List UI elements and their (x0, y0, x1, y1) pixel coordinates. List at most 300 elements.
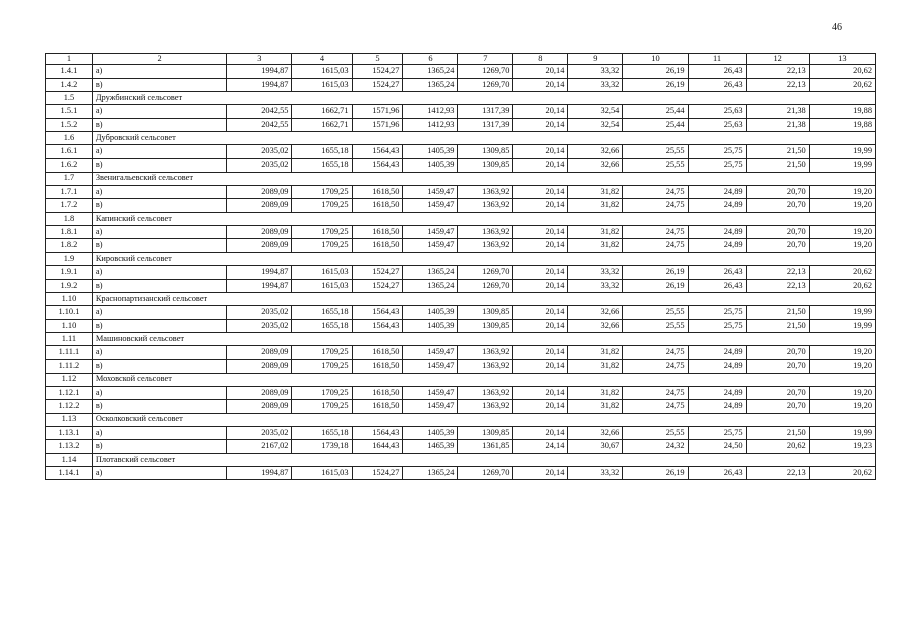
row-id-cell: 1.7.1 (46, 185, 93, 199)
value-cell: 1309,85 (458, 158, 513, 172)
value-cell: 22,13 (746, 279, 809, 293)
section-title-cell: Машиновский сельсовет (92, 333, 875, 346)
value-cell: 1709,25 (292, 346, 352, 360)
value-cell: 1618,50 (352, 386, 403, 400)
value-cell: 2089,09 (227, 199, 292, 213)
value-cell: 1459,47 (403, 199, 458, 213)
value-cell: 25,44 (623, 118, 688, 132)
section-row (46, 373, 876, 386)
value-cell: 1405,39 (403, 306, 458, 320)
table-row (46, 440, 876, 454)
row-subitem-cell: в) (92, 279, 226, 293)
value-cell: 25,75 (688, 426, 746, 440)
row-id-cell: 1.6.2 (46, 158, 93, 172)
section-title-cell: Краснопартизанский сельсовет (92, 293, 875, 306)
value-cell: 24,89 (688, 199, 746, 213)
value-cell: 1564,43 (352, 306, 403, 320)
column-header: 3 (227, 54, 292, 65)
table-row (46, 466, 876, 480)
value-cell: 31,82 (568, 239, 623, 253)
value-cell: 32,66 (568, 306, 623, 320)
value-cell: 19,20 (809, 185, 875, 199)
value-cell: 1618,50 (352, 239, 403, 253)
value-cell: 1309,85 (458, 145, 513, 159)
value-cell: 1269,70 (458, 279, 513, 293)
value-cell: 1459,47 (403, 400, 458, 414)
section-title-cell: Осколковский сельсовет (92, 413, 875, 426)
column-header: 10 (623, 54, 688, 65)
row-subitem-cell: в) (92, 199, 226, 213)
value-cell: 20,62 (809, 279, 875, 293)
row-id-cell: 1.10.1 (46, 306, 93, 320)
value-cell: 20,14 (513, 319, 568, 333)
value-cell: 20,14 (513, 199, 568, 213)
row-id-cell: 1.10 (46, 319, 93, 333)
row-subitem-cell: а) (92, 265, 226, 279)
table-row (46, 65, 876, 79)
value-cell: 31,82 (568, 185, 623, 199)
value-cell: 1618,50 (352, 346, 403, 360)
value-cell: 26,19 (623, 265, 688, 279)
row-subitem-cell: а) (92, 185, 226, 199)
value-cell: 25,75 (688, 145, 746, 159)
value-cell: 1709,25 (292, 386, 352, 400)
value-cell: 1618,50 (352, 199, 403, 213)
value-cell: 33,32 (568, 265, 623, 279)
value-cell: 21,50 (746, 306, 809, 320)
value-cell: 1994,87 (227, 78, 292, 92)
column-header: 5 (352, 54, 403, 65)
table-row (46, 386, 876, 400)
value-cell: 24,89 (688, 400, 746, 414)
value-cell: 1994,87 (227, 65, 292, 79)
table-row (46, 265, 876, 279)
value-cell: 1615,03 (292, 279, 352, 293)
value-cell: 25,75 (688, 306, 746, 320)
value-cell: 26,43 (688, 65, 746, 79)
section-title-cell: Кировский сельсовет (92, 252, 875, 265)
column-header: 8 (513, 54, 568, 65)
value-cell: 1524,27 (352, 265, 403, 279)
row-id-cell: 1.7 (46, 172, 93, 185)
value-cell: 1655,18 (292, 319, 352, 333)
value-cell: 1363,92 (458, 346, 513, 360)
row-subitem-cell: а) (92, 306, 226, 320)
value-cell: 2035,02 (227, 426, 292, 440)
value-cell: 1363,92 (458, 199, 513, 213)
value-cell: 20,14 (513, 158, 568, 172)
value-cell: 1615,03 (292, 78, 352, 92)
row-id-cell: 1.13.2 (46, 440, 93, 454)
value-cell: 32,66 (568, 319, 623, 333)
value-cell: 32,66 (568, 145, 623, 159)
value-cell: 31,82 (568, 386, 623, 400)
value-cell: 19,20 (809, 400, 875, 414)
value-cell: 20,14 (513, 65, 568, 79)
value-cell: 1615,03 (292, 265, 352, 279)
value-cell: 19,99 (809, 426, 875, 440)
row-subitem-cell: а) (92, 346, 226, 360)
section-row (46, 453, 876, 466)
value-cell: 21,50 (746, 319, 809, 333)
table-row (46, 359, 876, 373)
value-cell: 19,20 (809, 346, 875, 360)
value-cell: 1405,39 (403, 158, 458, 172)
value-cell: 25,55 (623, 426, 688, 440)
value-cell: 1459,47 (403, 239, 458, 253)
column-header: 4 (292, 54, 352, 65)
value-cell: 1459,47 (403, 359, 458, 373)
value-cell: 1615,03 (292, 65, 352, 79)
value-cell: 26,43 (688, 78, 746, 92)
value-cell: 20,14 (513, 359, 568, 373)
value-cell: 30,67 (568, 440, 623, 454)
value-cell: 25,75 (688, 319, 746, 333)
value-cell: 24,75 (623, 386, 688, 400)
value-cell: 1571,96 (352, 118, 403, 132)
value-cell: 20,70 (746, 225, 809, 239)
value-cell: 24,89 (688, 185, 746, 199)
value-cell: 21,38 (746, 118, 809, 132)
value-cell: 2089,09 (227, 359, 292, 373)
value-cell: 26,19 (623, 279, 688, 293)
value-cell: 24,75 (623, 359, 688, 373)
value-cell: 22,13 (746, 466, 809, 480)
value-cell: 20,70 (746, 185, 809, 199)
value-cell: 32,54 (568, 105, 623, 119)
value-cell: 24,75 (623, 400, 688, 414)
section-title-cell: Звенигальевский сельсовет (92, 172, 875, 185)
table-row (46, 239, 876, 253)
value-cell: 33,32 (568, 65, 623, 79)
value-cell: 21,50 (746, 145, 809, 159)
value-cell: 25,63 (688, 105, 746, 119)
value-cell: 20,14 (513, 279, 568, 293)
row-subitem-cell: в) (92, 359, 226, 373)
row-id-cell: 1.7.2 (46, 199, 93, 213)
value-cell: 24,32 (623, 440, 688, 454)
section-row (46, 333, 876, 346)
value-cell: 1361,85 (458, 440, 513, 454)
column-header: 13 (809, 54, 875, 65)
value-cell: 20,70 (746, 346, 809, 360)
value-cell: 1524,27 (352, 65, 403, 79)
value-cell: 1739,18 (292, 440, 352, 454)
section-title-cell: Моховской сельсовет (92, 373, 875, 386)
value-cell: 20,62 (746, 440, 809, 454)
value-cell: 24,89 (688, 359, 746, 373)
value-cell: 25,75 (688, 158, 746, 172)
value-cell: 20,14 (513, 145, 568, 159)
value-cell: 20,70 (746, 239, 809, 253)
value-cell: 20,14 (513, 78, 568, 92)
value-cell: 1459,47 (403, 386, 458, 400)
value-cell: 2035,02 (227, 306, 292, 320)
value-cell: 1618,50 (352, 225, 403, 239)
value-cell: 2035,02 (227, 145, 292, 159)
row-id-cell: 1.13 (46, 413, 93, 426)
row-subitem-cell: в) (92, 239, 226, 253)
value-cell: 1655,18 (292, 426, 352, 440)
value-cell: 19,88 (809, 118, 875, 132)
value-cell: 19,99 (809, 319, 875, 333)
value-cell: 1269,70 (458, 65, 513, 79)
value-cell: 19,20 (809, 199, 875, 213)
row-subitem-cell: а) (92, 225, 226, 239)
value-cell: 1564,43 (352, 319, 403, 333)
value-cell: 24,75 (623, 225, 688, 239)
value-cell: 2089,09 (227, 386, 292, 400)
column-header: 12 (746, 54, 809, 65)
value-cell: 2167,02 (227, 440, 292, 454)
table-row (46, 319, 876, 333)
row-id-cell: 1.14 (46, 453, 93, 466)
value-cell: 24,89 (688, 386, 746, 400)
value-cell: 26,19 (623, 466, 688, 480)
value-cell: 31,82 (568, 400, 623, 414)
table-body (46, 54, 876, 480)
value-cell: 1655,18 (292, 158, 352, 172)
value-cell: 2089,09 (227, 239, 292, 253)
value-cell: 21,50 (746, 158, 809, 172)
value-cell: 20,14 (513, 225, 568, 239)
value-cell: 32,54 (568, 118, 623, 132)
value-cell: 1618,50 (352, 185, 403, 199)
table-row (46, 158, 876, 172)
row-id-cell: 1.8 (46, 212, 93, 225)
row-id-cell: 1.13.1 (46, 426, 93, 440)
value-cell: 1618,50 (352, 400, 403, 414)
value-cell: 33,32 (568, 78, 623, 92)
value-cell: 1459,47 (403, 185, 458, 199)
header-row (46, 54, 876, 65)
row-id-cell: 1.9.1 (46, 265, 93, 279)
value-cell: 1309,85 (458, 426, 513, 440)
value-cell: 2089,09 (227, 185, 292, 199)
row-id-cell: 1.6 (46, 132, 93, 145)
row-subitem-cell: а) (92, 426, 226, 440)
tariff-table (45, 53, 876, 480)
value-cell: 1994,87 (227, 279, 292, 293)
value-cell: 1644,43 (352, 440, 403, 454)
value-cell: 19,20 (809, 359, 875, 373)
value-cell: 1269,70 (458, 466, 513, 480)
value-cell: 1317,39 (458, 118, 513, 132)
value-cell: 1412,93 (403, 105, 458, 119)
column-header: 1 (46, 54, 93, 65)
value-cell: 26,43 (688, 279, 746, 293)
value-cell: 20,14 (513, 105, 568, 119)
value-cell: 1655,18 (292, 306, 352, 320)
row-subitem-cell: в) (92, 319, 226, 333)
value-cell: 1524,27 (352, 78, 403, 92)
row-id-cell: 1.11.2 (46, 359, 93, 373)
table-row (46, 105, 876, 119)
value-cell: 24,75 (623, 185, 688, 199)
value-cell: 33,32 (568, 279, 623, 293)
section-title-cell: Капинский сельсовет (92, 212, 875, 225)
value-cell: 1709,25 (292, 239, 352, 253)
value-cell: 19,20 (809, 386, 875, 400)
row-id-cell: 1.5.1 (46, 105, 93, 119)
row-id-cell: 1.12.2 (46, 400, 93, 414)
value-cell: 31,82 (568, 199, 623, 213)
value-cell: 1459,47 (403, 225, 458, 239)
value-cell: 1317,39 (458, 105, 513, 119)
table-row (46, 145, 876, 159)
value-cell: 20,62 (809, 265, 875, 279)
column-header: 9 (568, 54, 623, 65)
value-cell: 1994,87 (227, 466, 292, 480)
value-cell: 19,88 (809, 105, 875, 119)
value-cell: 20,14 (513, 346, 568, 360)
row-id-cell: 1.5 (46, 92, 93, 105)
value-cell: 1524,27 (352, 279, 403, 293)
value-cell: 20,14 (513, 265, 568, 279)
value-cell: 25,44 (623, 105, 688, 119)
row-id-cell: 1.8.1 (46, 225, 93, 239)
table-row (46, 306, 876, 320)
value-cell: 33,32 (568, 466, 623, 480)
value-cell: 1662,71 (292, 118, 352, 132)
value-cell: 1365,24 (403, 78, 458, 92)
row-subitem-cell: в) (92, 118, 226, 132)
section-title-cell: Дружбинский сельсовет (92, 92, 875, 105)
value-cell: 19,99 (809, 145, 875, 159)
value-cell: 20,14 (513, 426, 568, 440)
value-cell: 22,13 (746, 265, 809, 279)
column-header: 11 (688, 54, 746, 65)
value-cell: 1365,24 (403, 466, 458, 480)
table-row (46, 400, 876, 414)
value-cell: 20,70 (746, 386, 809, 400)
value-cell: 31,82 (568, 225, 623, 239)
value-cell: 19,99 (809, 158, 875, 172)
row-id-cell: 1.9 (46, 252, 93, 265)
value-cell: 1655,18 (292, 145, 352, 159)
section-row (46, 293, 876, 306)
row-id-cell: 1.10 (46, 293, 93, 306)
value-cell: 2089,09 (227, 346, 292, 360)
value-cell: 1309,85 (458, 306, 513, 320)
row-id-cell: 1.6.1 (46, 145, 93, 159)
value-cell: 19,23 (809, 440, 875, 454)
row-id-cell: 1.4.1 (46, 65, 93, 79)
row-id-cell: 1.5.2 (46, 118, 93, 132)
value-cell: 1405,39 (403, 426, 458, 440)
value-cell: 2042,55 (227, 105, 292, 119)
value-cell: 2035,02 (227, 158, 292, 172)
row-subitem-cell: а) (92, 105, 226, 119)
section-row (46, 212, 876, 225)
value-cell: 20,14 (513, 386, 568, 400)
value-cell: 21,50 (746, 426, 809, 440)
value-cell: 1405,39 (403, 319, 458, 333)
value-cell: 20,70 (746, 359, 809, 373)
value-cell: 1363,92 (458, 239, 513, 253)
row-subitem-cell: в) (92, 78, 226, 92)
value-cell: 1363,92 (458, 400, 513, 414)
row-subitem-cell: в) (92, 440, 226, 454)
value-cell: 21,38 (746, 105, 809, 119)
row-id-cell: 1.11.1 (46, 346, 93, 360)
value-cell: 26,43 (688, 265, 746, 279)
row-id-cell: 1.9.2 (46, 279, 93, 293)
column-header: 2 (92, 54, 226, 65)
value-cell: 2089,09 (227, 225, 292, 239)
row-subitem-cell: а) (92, 466, 226, 480)
value-cell: 1269,70 (458, 78, 513, 92)
value-cell: 1564,43 (352, 158, 403, 172)
value-cell: 24,89 (688, 346, 746, 360)
value-cell: 25,63 (688, 118, 746, 132)
value-cell: 1615,03 (292, 466, 352, 480)
value-cell: 1412,93 (403, 118, 458, 132)
section-row (46, 92, 876, 105)
value-cell: 24,50 (688, 440, 746, 454)
value-cell: 1365,24 (403, 65, 458, 79)
value-cell: 26,43 (688, 466, 746, 480)
row-id-cell: 1.12.1 (46, 386, 93, 400)
value-cell: 1365,24 (403, 279, 458, 293)
value-cell: 1662,71 (292, 105, 352, 119)
row-subitem-cell: в) (92, 400, 226, 414)
value-cell: 20,62 (809, 466, 875, 480)
row-id-cell: 1.4.2 (46, 78, 93, 92)
value-cell: 1269,70 (458, 265, 513, 279)
section-title-cell: Дубровский сельсовет (92, 132, 875, 145)
value-cell: 1709,25 (292, 199, 352, 213)
section-title-cell: Плотавский сельсовет (92, 453, 875, 466)
value-cell: 2035,02 (227, 319, 292, 333)
value-cell: 20,14 (513, 118, 568, 132)
value-cell: 1709,25 (292, 359, 352, 373)
value-cell: 19,99 (809, 306, 875, 320)
value-cell: 32,66 (568, 158, 623, 172)
value-cell: 1564,43 (352, 145, 403, 159)
row-subitem-cell: а) (92, 386, 226, 400)
row-id-cell: 1.14.1 (46, 466, 93, 480)
value-cell: 19,20 (809, 239, 875, 253)
table-row (46, 78, 876, 92)
row-id-cell: 1.12 (46, 373, 93, 386)
section-row (46, 172, 876, 185)
value-cell: 1571,96 (352, 105, 403, 119)
value-cell: 2089,09 (227, 400, 292, 414)
column-header: 6 (403, 54, 458, 65)
value-cell: 1618,50 (352, 359, 403, 373)
value-cell: 31,82 (568, 359, 623, 373)
section-row (46, 252, 876, 265)
value-cell: 1363,92 (458, 225, 513, 239)
value-cell: 1363,92 (458, 386, 513, 400)
table-row (46, 346, 876, 360)
value-cell: 20,14 (513, 239, 568, 253)
value-cell: 24,89 (688, 239, 746, 253)
row-id-cell: 1.11 (46, 333, 93, 346)
value-cell: 24,75 (623, 199, 688, 213)
value-cell: 20,14 (513, 466, 568, 480)
value-cell: 25,55 (623, 319, 688, 333)
column-header: 7 (458, 54, 513, 65)
value-cell: 25,55 (623, 145, 688, 159)
value-cell: 25,55 (623, 158, 688, 172)
value-cell: 25,55 (623, 306, 688, 320)
value-cell: 20,70 (746, 199, 809, 213)
value-cell: 2042,55 (227, 118, 292, 132)
value-cell: 24,89 (688, 225, 746, 239)
value-cell: 1459,47 (403, 346, 458, 360)
